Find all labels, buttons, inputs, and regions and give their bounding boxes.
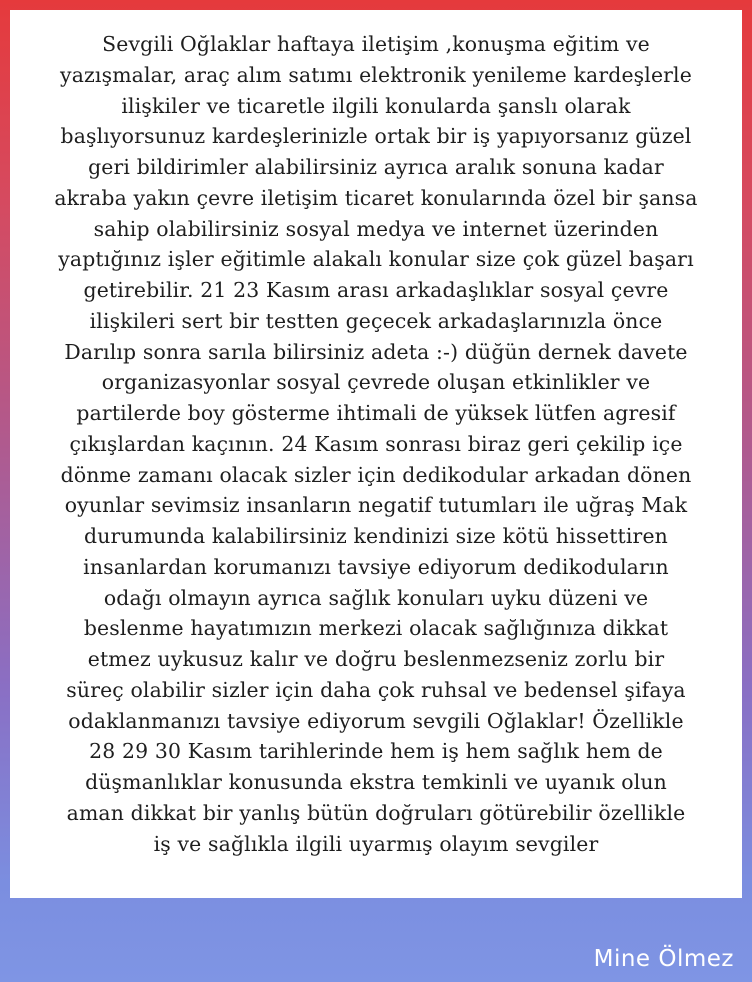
text-line: geri bildirimler alabilirsiniz ayrıca aralık sonuna kadar [88,155,664,179]
text-line: sahip olabilirsiniz sosyal medya ve internet üzerinden [93,216,659,241]
text-line: aman dikkat bir yanlış bütün doğruları götürebilir özellikle [66,800,686,825]
text-line: partilerde boy gösterme ihtimali de yüksek lütfen agresif [76,401,676,425]
text-line: getirebilir. 21 23 Kasım arası arkadaşlıklar sosyal çevre [83,278,669,302]
text-line: başlıyorsunuz kardeşlerinizle ortak bir iş yapıyorsanız güzel [60,124,692,149]
text-line: durumunda kalabilirsiniz kendinizi size kötü hissettiren [84,524,668,548]
text-line: insanlardan korumanızı tavsiye ediyorum dedikoduların [83,554,669,579]
text-line: süreç olabilir sizler için daha çok ruhsal ve bedensel şifaya [66,677,686,702]
text-line: organizasyonlar sosyal çevrede oluşan etkinlikler ve [101,370,651,395]
text-line: dönme zamanı olacak sizler için dedikodular arkadan dönen [60,462,692,487]
text-line: 28 29 30 Kasım tarihlerinde hem iş hem sağlık hem de [89,739,663,764]
text-line: etmez uykusuz kalır ve doğru beslenmezseniz zorlu bir [87,647,665,671]
text-line: Sevgili Oğlaklar haftaya iletişim ,konuşma eğitim ve [102,32,650,56]
text-card [10,10,742,898]
text-line: yaptığınız işler eğitimle alakalı konular size çok güzel başarı [58,247,694,272]
text-line: düşmanlıklar konusunda ekstra temkinli ve uyanık olun [85,770,667,794]
author-watermark: Mine Ölmez [593,946,734,972]
text-line: odağı olmayın ayrıca sağlık konuları uyku düzeni ve [103,585,649,610]
text-line: akraba yakın çevre iletişim ticaret konularında özel bir şansa [54,185,698,210]
text-line: çıkışlardan kaçının. 24 Kasım sonrası biraz geri çekilip içe [69,431,683,456]
text-line: yazışmalar, araç alım satımı elektronik yenileme kardeşlerle [60,62,692,87]
text-line: ilişkiler ve ticaretle ilgili konularda şanslı olarak [121,93,631,118]
text-line: odaklanmanızı tavsiye ediyorum sevgili Oğlaklar! Özellikle [68,708,684,733]
text-line: ilişkileri sert bir testten geçecek arkadaşlarınızla önce [89,308,663,333]
text-line: iş ve sağlıkla ilgili uyarmış olayım sevgiler [153,831,599,856]
text-line: beslenme hayatımızın merkezi olacak sağlığınıza dikkat [83,616,669,641]
text-line: Darılıp sonra sarıla bilirsiniz adeta :-) düğün dernek davete [64,339,688,364]
text-line: oyunlar sevimsiz insanların negatif tutumları ile uğraş Mak [64,493,688,518]
horoscope-text [10,10,742,859]
